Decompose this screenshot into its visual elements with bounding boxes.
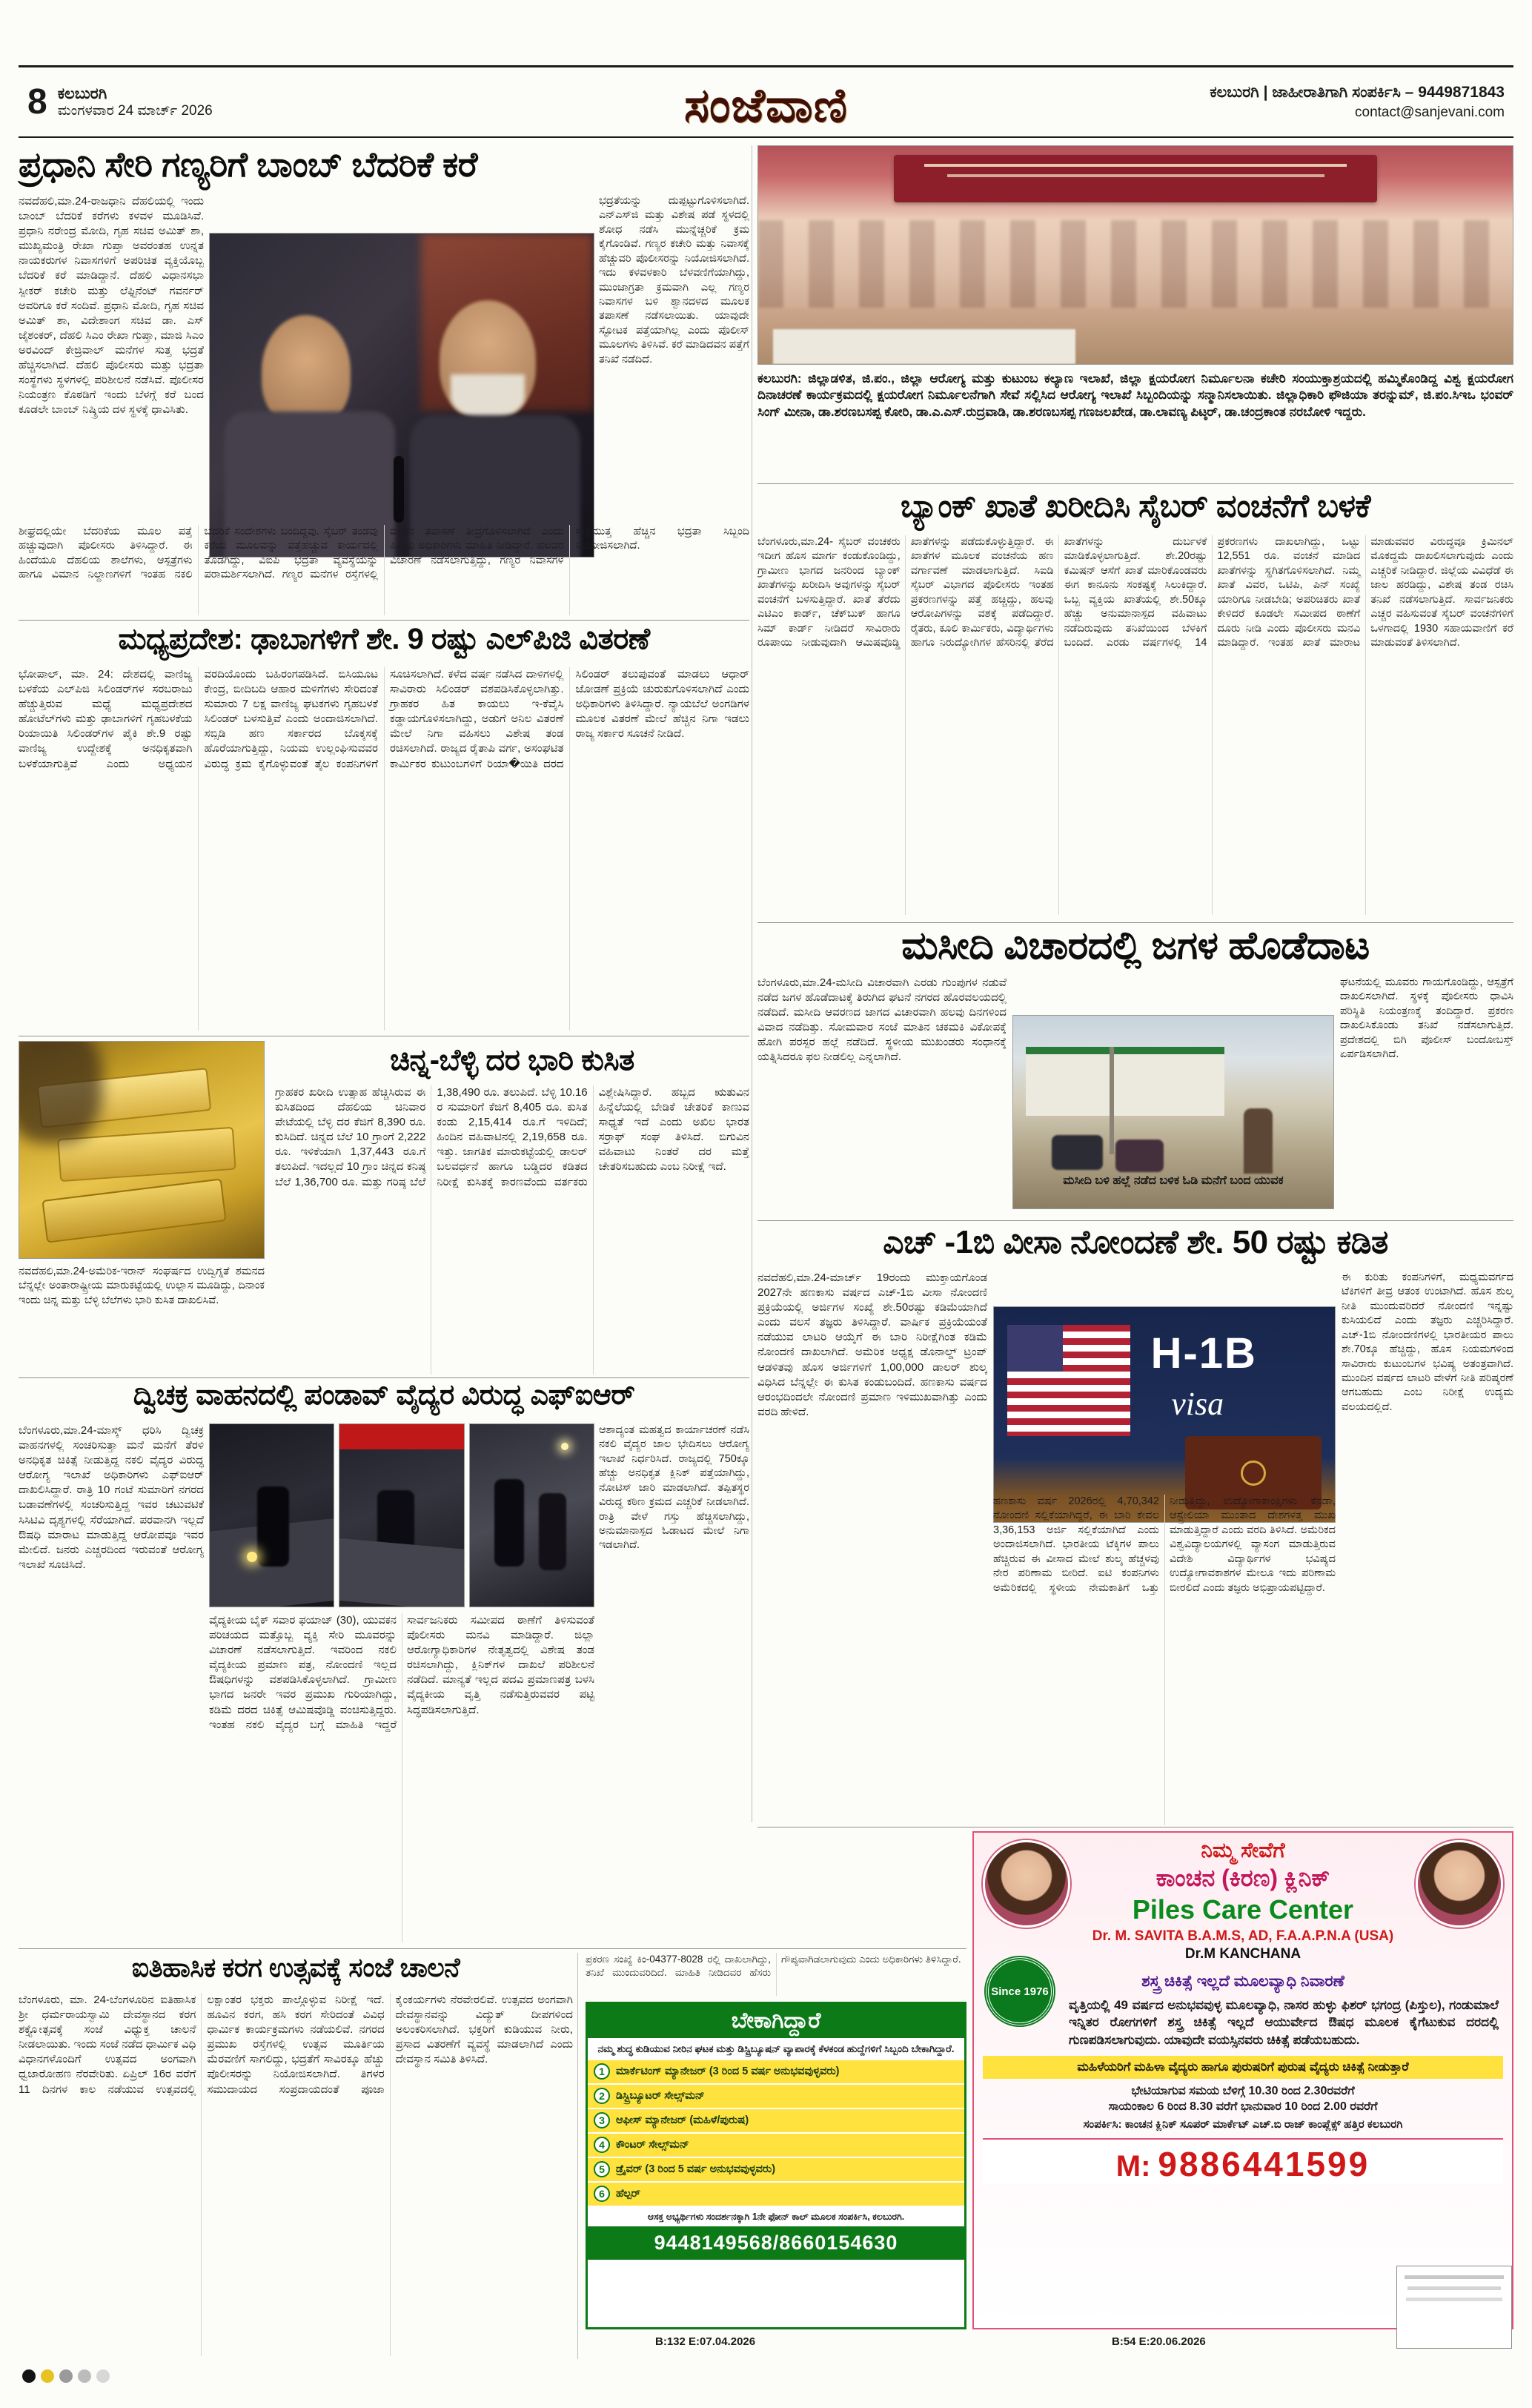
wanted-ad-phone-bar: 9448149568/8660154630 bbox=[588, 2226, 964, 2260]
cctv-photo-3 bbox=[469, 1423, 594, 1607]
karaga-body: ಬೆಂಗಳೂರು, ಮಾ. 24-ಬೆಂಗಳೂರಿನ ಐತಿಹಾಸಿಕ ಶ್ರೀ ಧರ್ಮರಾಯಸ್ವಾಮಿ ದೇವಸ್ಥಾನದ ಕರಗ ಶಕ್ತ್ಯೋತ್ಸವಕ್ಕೆ ಸಂಜೆ ವಿಧ್ಯುಕ್ತ ಚಾಲನೆ ನೀಡಲಾಯಿತು. ಇಂದು ಸಂಜೆ ನಡೆದ ಧಾರ್ಮಿಕ ವಿಧಿ ವಿಧಾನಗಳೊಂದಿಗೆ ಉತ್ಸವದ ಅಂಗವಾಗಿ ಧ್ವಜಾರೋಹಣ ನೆರವೇರಿತು. ಏಪ್ರಿಲ್ 16ರ ವರೆಗೆ 11 ದಿನಗಳ ಕಾಲ ನಡೆಯುವ ಉತ್ಸವದಲ್ಲಿ ಲಕ್ಷಾಂತರ ಭಕ್ತರು ಪಾಲ್ಗೊಳ್ಳುವ ನಿರೀಕ್ಷೆ ಇದೆ. ಹೂವಿನ ಕರಗ, ಹಸಿ ಕರಗ ಸೇರಿದಂತೆ ವಿವಿಧ ಧಾರ್ಮಿಕ ಕಾರ್ಯಕ್ರಮಗಳು ನಡೆಯಲಿವೆ. ನಗರದ ಪ್ರಮುಖ ರಸ್ತೆಗಳಲ್ಲಿ ಉತ್ಸವ ಮೂರ್ತಿಯ ಮೆರವಣಿಗೆ ಸಾಗಲಿದ್ದು, ಭದ್ರತೆಗೆ ಸಾವಿರಕ್ಕೂ ಹೆಚ್ಚು ಪೊಲೀಸರನ್ನು ನಿಯೋಜಿಸಲಾಗಿದೆ. ತಿಗಳರ ಸಮುದಾಯದ ಸಂಪ್ರದಾಯದಂತೆ ಪೂಜಾ ಕೈಂಕರ್ಯಗಳು ನೆರವೇರಲಿವೆ. ಉತ್ಸವದ ಅಂಗವಾಗಿ ದೇವಸ್ಥಾನವನ್ನು ವಿದ್ಯುತ್ ದೀಪಗಳಿಂದ ಅಲಂಕರಿಸಲಾಗಿದೆ. ಭಕ್ತರಿಗೆ ಕುಡಿಯುವ ನೀರು, ಪ್ರಸಾದ ವಿತರಣೆಗೆ ವ್ಯವಸ್ಥೆ ಮಾಡಲಾಗಿದೆ ಎಂದು ದೇವಸ್ಥಾನ ಸಮಿತಿ ತಿಳಿಸಿದೆ. bbox=[19, 1994, 573, 2096]
photo-figure-modi-beard bbox=[451, 374, 525, 419]
cctv-photo-1 bbox=[209, 1423, 334, 1607]
piles-ad-highlight: ಮಹಿಳೆಯರಿಗೆ ಮಹಿಳಾ ವೈದ್ಯರು ಹಾಗೂ ಪುರುಷರಿಗೆ ಪುರುಷ ವೈದ್ಯರು ಚಿಕಿತ್ಸೆ ನೀಡುತ್ತಾರೆ bbox=[983, 2056, 1503, 2079]
header-contact-line: ಕಲಬುರಗಿ | ಜಾಹೀರಾತಿಗಾಗಿ ಸಂಪರ್ಕಿಸಿ – 9449871843 bbox=[1210, 83, 1505, 101]
divider-right-1 bbox=[757, 483, 1513, 484]
headline-mp-lpg: ಮಧ್ಯಪ್ರದೇಶ: ಢಾಬಾಗಳಿಗೆ ಶೇ. 9 ರಷ್ಟು ಎಲ್‌ಪಿಜಿ ವಿತರಣೆ bbox=[118, 623, 650, 655]
divider-left-3 bbox=[19, 1377, 749, 1378]
h1b-photo-title: H-1B bbox=[1150, 1329, 1257, 1378]
cctv3-lamp bbox=[561, 1443, 568, 1450]
masthead: ಸಂಜೆವಾಣಿ bbox=[684, 79, 848, 132]
article-mp-lpg bbox=[19, 623, 749, 1033]
h1b-below-photo: ಹಣಕಾಸು ವರ್ಷ 2026ರಲ್ಲಿ 4,70,342 ನೋಂದಣಿ ಸಲ್ಲಿಕೆಯಾಗಿದ್ದರೆ, ಈ ಬಾರಿ ಕೇವಲ 3,36,153 ಅರ್ಜಿ ಸಲ್ಲಿಕೆಯಾಗಿದೆ ಎಂದು ಅಂದಾಜಿಸಲಾಗಿದೆ. ಭಾರತೀಯ ಟೆಕ್ಕಿಗಳ ಪಾಲು ಹೆಚ್ಚಿರುವ ಈ ವೀಸಾದ ಮೇಲೆ ಶುಲ್ಕ ಹೆಚ್ಚಳವು ನೇರ ಪರಿಣಾಮ ಬೀರಿದೆ. ಐಟಿ ಕಂಪನಿಗಳು ಅಮೆರಿಕದಲ್ಲಿ ಸ್ಥಳೀಯ ನೇಮಕಾತಿಗೆ ಒತ್ತು ನೀಡುತ್ತಿದ್ದು, ಉದ್ಯೋಗಾಕಾಂಕ್ಷಿಗಳು ಕೆನಡಾ, ಆಸ್ಟ್ರೇಲಿಯಾ ಮುಂತಾದ ದೇಶಗಳತ್ತ ಮುಖ ಮಾಡುತ್ತಿದ್ದಾರೆ ಎಂದು ವರದಿ ತಿಳಿಸಿದೆ. ಅಮೆರಿಕದ ವಿಶ್ವವಿದ್ಯಾಲಯಗಳಲ್ಲಿ ವ್ಯಾಸಂಗ ಮಾಡುತ್ತಿರುವ ವಿದೇಶಿ ವಿದ್ಯಾರ್ಥಿಗಳ ಭವಿಷ್ಯದ ಉದ್ಯೋಗಾವಕಾಶಗಳ ಮೇಲೂ ಇದು ಪರಿಣಾಮ ಬೀರಲಿದೆ ಎಂದು ತಜ್ಞರು ಅಭಿಪ್ರಾಯಪಟ್ಟಿದ್ದಾರೆ. bbox=[993, 1495, 1336, 1594]
bank-fraud-body: ಬೆಂಗಳೂರು,ಮಾ.24- ಸೈಬರ್ ವಂಚಕರು ಇದೀಗ ಹೊಸ ಮಾರ್ಗ ಕಂಡುಕೊಂಡಿದ್ದು, ಗ್ರಾಮೀಣ ಭಾಗದ ಜನರಿಂದ ಬ್ಯಾಂಕ್ ಖಾತೆಗಳನ್ನು ಖರೀದಿಸಿ ಅವುಗಳನ್ನು ಸೈಬರ್ ವಂಚನೆಗೆ ಬಳಸುತ್ತಿದ್ದಾರೆ. ಖಾತೆ ತೆರೆದು ಎಟಿಎಂ ಕಾರ್ಡ್, ಚೆಕ್‌ಬುಕ್ ಹಾಗೂ ಸಿಮ್ ಕಾರ್ಡ್ ನೀಡಿದರೆ ಸಾವಿರಾರು ರೂಪಾಯಿ ನೀಡುವುದಾಗಿ ಆಮಿಷವೊಡ್ಡಿ ಖಾತೆಗಳನ್ನು ಪಡೆದುಕೊಳ್ಳುತ್ತಿದ್ದಾರೆ. ಈ ಖಾತೆಗಳ ಮೂಲಕ ವಂಚನೆಯ ಹಣ ವರ್ಗಾವಣೆ ಮಾಡಲಾಗುತ್ತಿದೆ. ಸಿಐಡಿ ಸೈಬರ್ ವಿಭಾಗದ ಪೊಲೀಸರು ಇಂತಹ ಪ್ರಕರಣಗಳನ್ನು ಪತ್ತೆ ಹಚ್ಚಿದ್ದು, ಹಲವು ಆರೋಪಿಗಳನ್ನು ವಶಕ್ಕೆ ಪಡೆದಿದ್ದಾರೆ. ರೈತರು, ಕೂಲಿ ಕಾರ್ಮಿಕರು, ವಿದ್ಯಾರ್ಥಿಗಳು ಹಾಗೂ ನಿರುದ್ಯೋಗಿಗಳ ಹೆಸರಿನಲ್ಲಿ ತೆರೆದ ಖಾತೆಗಳನ್ನು ದುರ್ಬಳಕೆ ಮಾಡಿಕೊಳ್ಳಲಾಗುತ್ತಿದೆ. ಶೇ.20ರಷ್ಟು ಕಮಿಷನ್ ಆಸೆಗೆ ಖಾತೆ ಮಾರಿಕೊಂಡವರು ಈಗ ಕಾನೂನು ಸಂಕಷ್ಟಕ್ಕೆ ಸಿಲುಕಿದ್ದಾರೆ. ಒಬ್ಬ ವ್ಯಕ್ತಿಯ ಖಾತೆಯಲ್ಲಿ ಶೇ.50ಕ್ಕೂ ಹೆಚ್ಚು ಅನುಮಾನಾಸ್ಪದ ವಹಿವಾಟು ನಡೆದಿರುವುದು ತನಿಖೆಯಿಂದ ಬೆಳಕಿಗೆ ಬಂದಿದೆ. ಎರಡು ವರ್ಷಗಳಲ್ಲಿ 14 ಪ್ರಕರಣಗಳು ದಾಖಲಾಗಿದ್ದು, ಒಟ್ಟು 12,551 ರೂ. ವಂಚನೆ ಮಾಡಿದ ಖಾತೆಗಳನ್ನು ಸ್ಥಗಿತಗೊಳಿಸಲಾಗಿದೆ. ನಿಮ್ಮ ಖಾತೆ ವಿವರ, ಒಟಿಪಿ, ಪಿನ್ ಸಂಖ್ಯೆ ಯಾರಿಗೂ ನೀಡಬೇಡಿ; ಅಪರಿಚಿತರು ಖಾತೆ ಕೇಳಿದರೆ ಕೂಡಲೇ ಸಮೀಪದ ಠಾಣೆಗೆ ದೂರು ನೀಡಿ ಎಂದು ಪೊಲೀಸರು ಮನವಿ ಮಾಡಿದ್ದಾರೆ. ಇಂತಹ ಖಾತೆ ಮಾರಾಟ ಮಾಡುವವರ ವಿರುದ್ಧವೂ ಕ್ರಿಮಿನಲ್ ಮೊಕದ್ದಮೆ ದಾಖಲಿಸಲಾಗುವುದು ಎಂದು ಎಚ್ಚರಿಕೆ ನೀಡಿದ್ದಾರೆ. ಜಿಲ್ಲೆಯ ವಿವಿಧೆಡೆ ಈ ಜಾಲ ಹರಡಿದ್ದು, ವಿಶೇಷ ತಂಡ ರಚಿಸಿ ತನಿಖೆ ನಡೆಸಲಾಗುತ್ತಿದೆ. ಸಾರ್ವಜನಿಕರು ಎಚ್ಚರ ವಹಿಸುವಂತೆ ಸೈಬರ್ ವಂಚನೆಗಳಿಗೆ ಒಳಗಾದಲ್ಲಿ 1930 ಸಹಾಯವಾಣಿಗೆ ಕರೆ ಮಾಡುವಂತೆ ತಿಳಿಸಲಾಗಿದೆ. bbox=[757, 536, 1513, 649]
tb-day-photo-caption: ಕಲಬುರಗಿ: ಜಿಲ್ಲಾಡಳಿತ, ಜಿ.ಪಂ., ಜಿಲ್ಲಾ ಆರೋಗ್ಯ ಮತ್ತು ಕುಟುಂಬ ಕಲ್ಯಾಣ ಇಲಾಖೆ, ಜಿಲ್ಲಾ ಕ್ಷಯರೋಗ ನಿರ್ಮೂಲನಾ ಕಚೇರಿ ಸಂಯುಕ್ತಾಶ್ರಯದಲ್ಲಿ ಹಮ್ಮಿಕೊಂಡಿದ್ದ ವಿಶ್ವ ಕ್ಷಯರೋಗ ದಿನಾಚರಣೆ ಕಾರ್ಯಕ್ರಮದಲ್ಲಿ ಕ್ಷಯರೋಗ ನಿರ್ಮೂಲನೆಗಾಗಿ ಸೇವೆ ಸಲ್ಲಿಸಿದ ಆರೋಗ್ಯ ಇಲಾಖೆ ಸಿಬ್ಬಂದಿಯನ್ನು ಸನ್ಮಾನಿಸಲಾಯಿತು. ಜಿಲ್ಲಾಧಿಕಾರಿ ಫೌಜಿಯಾ ತರನ್ನುಮ್, ಜಿ.ಪಂ.ಸಿಇಒ ಭಂವರ್ ಸಿಂಗ್ ಮೀನಾ, ಡಾ.ಶರಣಬಸಪ್ಪ ಕೋರಿ, ಡಾ.ಎ.ಎಸ್.ರುದ್ರವಾಡಿ, ಡಾ.ಶರಣಬಸಪ್ಪ ಗಣಜಲಖೇಡ, ಡಾ.ಲಾವಣ್ಯ ಪಿಟ್ಠರ್, ಡಾ.ಚಂದ್ರಕಾಂತ ನರಬೋಳಿ ಇದ್ದರು. bbox=[757, 371, 1513, 419]
bomb-strip: ಶೀಘ್ರದಲ್ಲಿಯೇ ಬೆದರಿಕೆಯ ಮೂಲ ಪತ್ತೆ ಹಚ್ಚುವುದಾಗಿ ಪೊಲೀಸರು ತಿಳಿಸಿದ್ದಾರೆ. ಈ ಹಿಂದೆಯೂ ದೆಹಲಿಯ ಶಾಲೆಗಳು, ಆಸ್ಪತ್ರೆಗಳು ಹಾಗೂ ವಿಮಾನ ನಿಲ್ದಾಣಗಳಿಗೆ ಇಂತಹ ನಕಲಿ ಬೆದರಿಕೆ ಸಂದೇಶಗಳು ಬಂದಿದ್ದವು. ಸೈಬರ್ ತಂಡವು ಕರೆಯ ಮೂಲವನ್ನು ಪತ್ತೆಹಚ್ಚುವ ಕಾರ್ಯದಲ್ಲಿ ತೊಡಗಿದ್ದು, ವಿಐಪಿ ಭದ್ರತಾ ವ್ಯವಸ್ಥೆಯನ್ನು ಪರಾಮರ್ಶಿಸಲಾಗಿದೆ. ಗಣ್ಯರ ಮನೆಗಳ ರಸ್ತೆಗಳಲ್ಲಿ ವಾಹನ ತಪಾಸಣೆ ತೀವ್ರಗೊಳಿಸಲಾಗಿದೆ ಎಂದು ಹಿರಿಯ ಅಧಿಕಾರಿಗಳು ಮಾಹಿತಿ ನೀಡಿದ್ದಾರೆ. ಹಲವರ ವಿಚಾರಣೆ ನಡೆಸಲಾಗುತ್ತಿದ್ದು, ಗಣ್ಯರ ನಿವಾಸಗಳ ಸುತ್ತಮುತ್ತ ಹೆಚ್ಚಿನ ಭದ್ರತಾ ಸಿಬ್ಬಂದಿ ನಿಯೋಜಿಸಲಾಗಿದೆ. bbox=[19, 526, 749, 581]
stamp-line-2 bbox=[1407, 2286, 1501, 2290]
cctv-photo-strip bbox=[209, 1423, 594, 1607]
wanted-ad-row bbox=[588, 2060, 964, 2085]
h1b-visa-photo bbox=[993, 1306, 1336, 1523]
edition-date-stack bbox=[58, 85, 213, 119]
wanted-ad-row bbox=[588, 2158, 964, 2183]
row-label: ಡ್ರೈವರ್ (3 ರಿಂದ 5 ವರ್ಷ ಅನುಭವವುಳ್ಳವರು) bbox=[616, 2163, 776, 2176]
dot-black bbox=[22, 2369, 36, 2383]
h1b-col-left: ನವದೆಹಲಿ,ಮಾ.24-ಮಾರ್ಚ್ 19ರಂದು ಮುಕ್ತಾಯಗೊಂಡ 2027ನೇ ಹಣಕಾಸು ವರ್ಷದ ಎಚ್-1ಬಿ ವೀಸಾ ನೋಂದಣಿ ಪ್ರಕ್ರಿಯೆಯಲ್ಲಿ ಅರ್ಜಿಗಳ ಸಂಖ್ಯೆ ಶೇ.50ರಷ್ಟು ಕಡಿಮೆಯಾಗಿದೆ ಎಂದು ವಲಸೆ ತಜ್ಞರು ತಿಳಿಸಿದ್ದಾರೆ. ವಾರ್ಷಿಕ ಪ್ರಕ್ರಿಯೆಯಂತೆ ನಡೆಯುವ ಲಾಟರಿ ಆಯ್ಕೆಗೆ ಈ ಬಾರಿ ನಿರೀಕ್ಷೆಗಿಂತ ಕಡಿಮೆ ನೋಂದಣಿ ದಾಖಲಾಗಿದೆ. ಅಮೆರಿಕ ಅಧ್ಯಕ್ಷ ಡೊನಾಲ್ಡ್ ಟ್ರಂಪ್ ಆಡಳಿತವು ಹೊಸ ಅರ್ಜಿಗಳಿಗೆ 1,00,000 ಡಾಲರ್ ಶುಲ್ಕ ವಿಧಿಸಿದ ಬೆನ್ನಲ್ಲೇ ಈ ಕುಸಿತ ಕಂಡುಬಂದಿದೆ. ಹಣಕಾಸು ವರ್ಷದ ಆರಂಭದಿಂದಲೇ ನೋಂದಣಿ ಪ್ರಮಾಣ ಇಳಿಮುಖವಾಗಿತ್ತು ಎಂದು ವರದಿ ಹೇಳಿದೆ. bbox=[757, 1271, 987, 1418]
event-crowd-shade bbox=[758, 220, 1513, 308]
parked-scooter-2 bbox=[1115, 1140, 1164, 1172]
divider-left-4 bbox=[19, 1948, 966, 1949]
fir-col-left: ಬೆಂಗಳೂರು,ಮಾ.24-ಮಾಸ್ಕ್ ಧರಿಸಿ ದ್ವಿಚಕ್ರ ವಾಹನಗಳಲ್ಲಿ ಸಂಚರಿಸುತ್ತಾ ಮನೆ ಮನೆಗೆ ತೆರಳಿ ಅನಧಿಕೃತ ಚಿಕಿತ್ಸೆ ನೀಡುತ್ತಿದ್ದ ನಕಲಿ ವೈದ್ಯರ ವಿರುದ್ಧ ಆರೋಗ್ಯ ಇಲಾಖೆ ಅಧಿಕಾರಿಗಳು ಎಫ್‌ಐಆರ್ ದಾಖಲಿಸಿದ್ದಾರೆ. ರಾತ್ರಿ 10 ಗಂಟೆ ಸುಮಾರಿಗೆ ನಗರದ ಬಡಾವಣೆಗಳಲ್ಲಿ ಸಂಚರಿಸುತ್ತಿದ್ದ ಇವರ ಚಟುವಟಿಕೆ ಸಿಸಿಟಿವಿ ದೃಶ್ಯಗಳಲ್ಲಿ ಸೆರೆಯಾಗಿದೆ. ಪರವಾನಗಿ ಇಲ್ಲದೆ ಔಷಧಿ ಮಾರಾಟ ಮಾಡುತ್ತಿದ್ದ ಆರೋಪವೂ ಇವರ ಮೇಲಿದೆ. ಜನರು ಎಚ್ಚರದಿಂದ ಇರುವಂತೆ ಆರೋಗ್ಯ ಇಲಾಖೆ ಸೂಚಿಸಿದೆ. bbox=[19, 1424, 204, 1571]
karaga-ad-divider bbox=[577, 1953, 578, 2359]
doctor-photo-left bbox=[983, 1840, 1070, 1928]
cctv-photo-2 bbox=[339, 1423, 464, 1607]
piles-ad-body: ವೃತ್ತಿಯಲ್ಲಿ 49 ವರ್ಷದ ಅನುಭವವುಳ್ಳ ಮೂಲವ್ಯಾಧಿ, ನಾಸರ ಹುಳ್ಳು ಫಿಶರ್ ಭಗಂದ್ರ (ಪಿಸ್ತುಲ), ಗಂಡುಮಾಲೆ ಇನ್ನಿತರ ರೋಗಗಳಿಗೆ ಶಸ್ತ್ರ ಚಿಕಿತ್ಸೆ ಇಲ್ಲದೆ ಆಯುರ್ವೇದ ಔಷಧ ಮೂಲಕ ಕೈಗೆಟುಕುವ ದರದಲ್ಲಿ ಗುಣಪಡಿಸಲಾಗುವುದು. ಯಾವುದೇ ವಯಸ್ಸಿನವರು ಚಿಕಿತ್ಸೆ ಪಡೆಯಬಹುದು. bbox=[1069, 1998, 1499, 2047]
wanted-ad bbox=[586, 2002, 966, 2329]
row-number-badge: 6 bbox=[594, 2186, 610, 2202]
cctv3-rider-2 bbox=[539, 1493, 566, 1570]
stamp-line-3 bbox=[1406, 2298, 1502, 2301]
print-registration-dots bbox=[22, 2369, 115, 2386]
wanted-ad-row bbox=[588, 2085, 964, 2109]
headline-h1b-visa: ಎಚ್ -1ಬಿ ವೀಸಾ ನೋಂದಣೆ ಶೇ. 50 ರಷ್ಟು ಕಡಿತ bbox=[883, 1224, 1388, 1260]
event-table bbox=[773, 329, 1075, 364]
piles-ad-clinic-name: ಕಾಂಚನ (ಕಿರಣ) ಕ್ಲಿನಿಕ್ bbox=[1155, 1865, 1330, 1891]
wanted-ad-rows bbox=[588, 2060, 964, 2207]
cctv1-rider bbox=[257, 1486, 290, 1567]
piles-ad-phone-bar bbox=[983, 2138, 1503, 2184]
row-label: ಮಾರ್ಕೆಟಿಂಗ್ ಮ್ಯಾನೇಜರ್ (3 ರಿಂದ 5 ವರ್ಷ ಅನುಭವವುಳ್ಳವರು) bbox=[616, 2065, 840, 2078]
divider-right-3 bbox=[757, 1220, 1513, 1221]
headline-karaga: ಐತಿಹಾಸಿಕ ಕರಗ ಉತ್ಸವಕ್ಕೆ ಸಂಜೆ ಚಾಲನೆ bbox=[131, 1952, 460, 1982]
gold-bars-photo bbox=[19, 1041, 265, 1259]
row-label: ಕೌಂಟರ್ ಸೇಲ್ಸ್‌ಮನ್ bbox=[616, 2139, 689, 2151]
us-flag bbox=[1007, 1325, 1130, 1437]
page-number: 8 bbox=[27, 82, 47, 122]
cctv2-road bbox=[339, 1538, 464, 1607]
headline-bomb-threat: ಪ್ರಧಾನಿ ಸೇರಿ ಗಣ್ಯರಿಗೆ ಬಾಂಬ್ ಬೆದರಿಕೆ ಕರೆ bbox=[19, 145, 478, 184]
article-gold-silver bbox=[19, 1038, 749, 1377]
edition-block bbox=[27, 82, 213, 122]
headline-mosque-clash: ಮಸೀದಿ ವಿಚಾರದಲ್ಲಿ ಜಗಳ ಹೊಡೆದಾಟ bbox=[901, 924, 1370, 968]
modi-shah-photo bbox=[209, 233, 594, 558]
article-bank-fraud bbox=[757, 489, 1513, 919]
dot-yellow bbox=[41, 2369, 54, 2383]
mosque-building bbox=[1026, 1047, 1224, 1117]
header-contact-block bbox=[1210, 84, 1505, 121]
wanted-ad-row bbox=[588, 2134, 964, 2158]
piles-ad-footer-code: B:54 E:20.06.2026 bbox=[1112, 2335, 1206, 2348]
bomb-col-left: ನವದೆಹಲಿ,ಮಾ.24-ರಾಜಧಾನಿ ದೆಹಲಿಯಲ್ಲಿ ಇಂದು ಬಾಂಬ್ ಬೆದರಿಕೆ ಕರೆಗಳು ಕಳವಳ ಮೂಡಿಸಿವೆ. ಪ್ರಧಾನಿ ನರೇಂದ್ರ ಮೋದಿ, ಗೃಹ ಸಚಿವ ಅಮಿತ್ ಶಾ, ಮುಖ್ಯಮಂತ್ರಿ ರೇಖಾ ಗುಪ್ತಾ ಅವರಂತಹ ಉನ್ನತ ನಾಯಕರುಗಳ ನಿವಾಸಗಳಿಗೆ ಅಪರಿಚಿತ ವ್ಯಕ್ತಿಯೊಬ್ಬ ಬೆದರಿಕೆ ಕರೆ ಮಾಡಿದ್ದಾನೆ. ದೆಹಲಿ ವಿಧಾನಸಭಾ ಸ್ಪೀಕರ್ ಕಚೇರಿ ಮತ್ತು ಲೆಫ್ಟಿನೆಂಟ್ ಗವರ್ನರ್ ಅವರಿಗೂ ಕರೆ ಸಂದಿವೆ. ಪ್ರಧಾನಿ ಮೋದಿ, ಗೃಹ ಸಚಿವ ಅಮಿತ್ ಶಾ, ವಿದೇಶಾಂಗ ಸಚಿವ ಡಾ. ಎಸ್ ಜೈಶಂಕರ್, ದೆಹಲಿ ಸಿಎಂ ರೇಖಾ ಗುಪ್ತಾ, ಮಾಜಿ ಸಿಎಂ ಅರವಿಂದ್ ಕೇಜ್ರಿವಾಲ್ ಮನೆಗಳ ಸುತ್ತ ಭದ್ರತೆ ಹೆಚ್ಚಿಸಲಾಗಿದೆ. ದೆಹಲಿ ಪೊಲೀಸರು ಮತ್ತು ಭದ್ರತಾ ಸಂಸ್ಥೆಗಳು ಸ್ಥಳಗಳಲ್ಲಿ ಪರಿಶೀಲನೆ ನಡೆಸಿವೆ. ಪೊಲೀಸರ ನಿಯಂತ್ರಣ ಕೊಠಡಿಗೆ ಇಂದು ಬೆಳಗ್ಗೆ ಕರೆ ಬಂದ ಕೂಡಲೇ ಬಾಂಬ್ ನಿಷ್ಕ್ರಿಯ ದಳ ಸ್ಥಳಕ್ಕೆ ಧಾವಿಸಿತು. bbox=[19, 195, 204, 417]
event-banner bbox=[894, 155, 1377, 203]
row-number-badge: 3 bbox=[594, 2112, 610, 2128]
mosque-col-left: ಬೆಂಗಳೂರು,ಮಾ.24-ಮಸೀದಿ ವಿಚಾರವಾಗಿ ಎರಡು ಗುಂಪುಗಳ ನಡುವೆ ನಡೆದ ಜಗಳ ಹೊಡೆದಾಟಕ್ಕೆ ತಿರುಗಿದ ಘಟನೆ ನಗರದ ಹೊರವಲಯದಲ್ಲಿ ನಡೆದಿದೆ. ಮಸೀದಿ ಆವರಣದ ಜಾಗದ ವಿಚಾರವಾಗಿ ಹಲವು ದಿನಗಳಿಂದ ವಿವಾದ ನಡೆದಿತ್ತು. ಸೋಮವಾರ ಸಂಜೆ ಮಾತಿನ ಚಕಮಕಿ ವಿಕೋಪಕ್ಕೆ ಹೋಗಿ ಪರಸ್ಪರ ಹಲ್ಲೆ ನಡೆದಿದೆ. ಸ್ಥಳೀಯ ಮುಖಂಡರು ಸಂಧಾನಕ್ಕೆ ಯತ್ನಿಸಿದರೂ ಫಲ ನೀಡಲಿಲ್ಲ ಎನ್ನಲಾಗಿದೆ. bbox=[757, 976, 1007, 1064]
gold-silver-body: ಗ್ರಾಹಕರ ಖರೀದಿ ಉತ್ಸಾಹ ಹೆಚ್ಚಿಸಿರುವ ಈ ಕುಸಿತದಿಂದ ದೆಹಲಿಯ ಚಿನಿವಾರ ಪೇಟೆಯಲ್ಲಿ ಬೆಳ್ಳಿ ದರ ಕೆಜಿಗೆ 8,390 ರೂ. ಕುಸಿದಿದೆ. ಚಿನ್ನದ ಬೆಲೆ 10 ಗ್ರಾಂಗೆ 2,222 ರೂ. ಇಳಿಕೆಯಾಗಿ 1,37,443 ರೂ.ಗೆ ತಲುಪಿದೆ. ಇದಲ್ಲದೆ 10 ಗ್ರಾಂ ಚಿನ್ನದ ಕನಿಷ್ಠ ಬೆಲೆ 1,36,700 ರೂ. ಮತ್ತು ಗರಿಷ್ಠ ಬೆಲೆ 1,38,490 ರೂ. ತಲುಪಿದೆ. ಬೆಳ್ಳಿ 10.16 ರ ಸುಮಾರಿಗೆ ಕೆಜಿಗೆ 8,405 ರೂ. ಕುಸಿತ ಕಂಡು 2,15,414 ರೂ.ಗೆ ಇಳಿದಿದೆ; ಹಿಂದಿನ ವಹಿವಾಟಿನಲ್ಲಿ 2,19,658 ರೂ. ಇತ್ತು. ಜಾಗತಿಕ ಮಾರುಕಟ್ಟೆಯಲ್ಲಿ ಡಾಲರ್ ಬಲವರ್ಧನೆ ಹಾಗೂ ಬಡ್ಡಿದರ ಕಡಿತದ ನಿರೀಕ್ಷೆ ಕುಸಿತಕ್ಕೆ ಕಾರಣವೆಂದು ವರ್ತಕರು ವಿಶ್ಲೇಷಿಸಿದ್ದಾರೆ. ಹಬ್ಬದ ಋತುವಿನ ಹಿನ್ನೆಲೆಯಲ್ಲಿ ಬೇಡಿಕೆ ಚೇತರಿಕೆ ಕಾಣುವ ಸಾಧ್ಯತೆ ಇದೆ ಎಂದು ಅಖಿಲ ಭಾರತ ಸರ್ರಾಫ್ ಸಂಘ ತಿಳಿಸಿದೆ. ಬಿಗುವಿನ ವಹಿವಾಟು ನಿಂತರೆ ದರ ಮತ್ತೆ ಚೇತರಿಸಬಹುದು ಎಂಬ ನಿರೀಕ್ಷೆ ಇದೆ. bbox=[275, 1086, 749, 1188]
wanted-ad-row bbox=[588, 2109, 964, 2134]
dot-gray-2 bbox=[78, 2369, 91, 2383]
mp-lpg-body: ಭೋಪಾಲ್, ಮಾ. 24: ದೇಶದಲ್ಲಿ ವಾಣಿಜ್ಯ ಬಳಕೆಯ ಎಲ್‌ಪಿಜಿ ಸಿಲಿಂಡರ್‌ಗಳ ಸರಬರಾಜು ಹೆಚ್ಚುತ್ತಿರುವ ಮಧ್ಯೆ ಮಧ್ಯಪ್ರದೇಶದ ಹೋಟೆಲ್‌ಗಳು ಮತ್ತು ಢಾಬಾಗಳಿಗೆ ಗೃಹಬಳಕೆಯ ರಿಯಾಯಿತಿ ಸಿಲಿಂಡರ್‌ಗಳ ಪೈಕಿ ಶೇ.9 ರಷ್ಟು ವಾಣಿಜ್ಯ ಉದ್ದೇಶಕ್ಕೆ ಅನಧಿಕೃತವಾಗಿ ಬಳಕೆಯಾಗುತ್ತಿವೆ ಎಂದು ಅಧ್ಯಯನ ವರದಿಯೊಂದು ಬಹಿರಂಗಪಡಿಸಿದೆ. ಬಿಸಿಯೂಟ ಕೇಂದ್ರ, ಬೀದಿಬದಿ ಆಹಾರ ಮಳಿಗೆಗಳು ಸೇರಿದಂತೆ ಸುಮಾರು 7 ಲಕ್ಷ ವಾಣಿಜ್ಯ ಘಟಕಗಳು ಗೃಹಬಳಕೆ ಸಿಲಿಂಡರ್ ಬಳಸುತ್ತಿವೆ ಎಂದು ಅಂದಾಜಿಸಲಾಗಿದೆ. ಸಬ್ಸಿಡಿ ಹಣ ಸರ್ಕಾರದ ಬೊಕ್ಕಸಕ್ಕೆ ಹೊರೆಯಾಗುತ್ತಿದ್ದು, ನಿಯಮ ಉಲ್ಲಂಘಿಸುವವರ ವಿರುದ್ಧ ಕ್ರಮ ಕೈಗೊಳ್ಳುವಂತೆ ತೈಲ ಕಂಪನಿಗಳಿಗೆ ಸೂಚಿಸಲಾಗಿದೆ. ಕಳೆದ ವರ್ಷ ನಡೆಸಿದ ದಾಳಿಗಳಲ್ಲಿ ಸಾವಿರಾರು ಸಿಲಿಂಡರ್ ವಶಪಡಿಸಿಕೊಳ್ಳಲಾಗಿತ್ತು. ಗ್ರಾಹಕರ ಹಿತ ಕಾಯಲು ಇ-ಕೆವೈಸಿ ಕಡ್ಡಾಯಗೊಳಿಸಲಾಗಿದ್ದು, ಅಡುಗೆ ಅನಿಲ ವಿತರಣೆ ಮೇಲೆ ನಿಗಾ ವಹಿಸಲು ವಿಶೇಷ ತಂಡ ರಚಿಸಲಾಗಿದೆ. ರಾಜ್ಯದ ರೈತಾಪಿ ವರ್ಗ, ಅಸಂಘಟಿತ ಕಾರ್ಮಿಕರ ಕುಟುಂಬಗಳಿಗೆ ರಿಯಾ�ಯಿತಿ ದರದ ಸಿಲಿಂಡರ್ ತಲುಪುವಂತೆ ಮಾಡಲು ಆಧಾರ್ ಜೋಡಣೆ ಪ್ರಕ್ರಿಯೆ ಚುರುಕುಗೊಳಿಸಲಾಗಿದೆ ಎಂದು ಅಧಿಕಾರಿಗಳು ತಿಳಿಸಿದ್ದಾರೆ. ನ್ಯಾಯಬೆಲೆ ಅಂಗಡಿಗಳ ಮೂಲಕ ವಿತರಣೆ ಮೇಲೆ ಹೆಚ್ಚಿನ ನಿಗಾ ಇಡಲು ರಾಜ್ಯ ಸರ್ಕಾರ ಸೂಚನೆ ನೀಡಿದೆ. bbox=[19, 668, 749, 770]
article-karaga bbox=[19, 1953, 573, 2359]
cctv2-banner bbox=[339, 1424, 463, 1449]
gold-bar-3 bbox=[42, 1178, 226, 1243]
piles-ad-contact: ಸಂಪರ್ಕಿಸಿ: ಕಾಂಚನ ಕ್ಲಿನಿಕ್ ಸೂಪರ್ ಮಾರ್ಕೆಟ್ ಎಚ್.ಬಿ ರಾಜ್ ಕಾಂಪ್ಲೆಕ್ಸ್ ಹತ್ತಿರ ಕಲಬುರಗಿ bbox=[1083, 2118, 1403, 2131]
article-mosque-clash bbox=[757, 925, 1513, 1219]
parked-scooter-1 bbox=[1052, 1135, 1103, 1170]
edition-date: ಮಂಗಳವಾರ 24 ಮಾರ್ಚ್ 2026 bbox=[57, 102, 213, 119]
piles-ad-time1: ಭೇಟಿಯಾಗುವ ಸಮಯ ಬೆಳಿಗ್ಗೆ 10.30 ರಿಂದ 2.30ರವರೆಗೆ bbox=[1131, 2085, 1355, 2098]
photo-figure-shah bbox=[262, 315, 351, 426]
headline-gold-silver: ಚಿನ್ನ-ಬೆಳ್ಳಿ ದರ ಭಾರಿ ಕುಸಿತ bbox=[390, 1044, 634, 1076]
phone-number: 9886441599 bbox=[1158, 2145, 1370, 2184]
h1b-photo-subtitle: visa bbox=[1171, 1385, 1224, 1422]
mosque-col-right: ಘಟನೆಯಲ್ಲಿ ಮೂವರು ಗಾಯಗೊಂಡಿದ್ದು, ಆಸ್ಪತ್ರೆಗೆ ದಾಖಲಿಸಲಾಗಿದೆ. ಸ್ಥಳಕ್ಕೆ ಪೊಲೀಸರು ಧಾವಿಸಿ ಪರಿಸ್ಥಿತಿ ನಿಯಂತ್ರಣಕ್ಕೆ ತಂದಿದ್ದಾರೆ. ಪ್ರಕರಣ ದಾಖಲಿಸಿಕೊಂಡು ತನಿಖೆ ನಡೆಸಲಾಗುತ್ತಿದೆ. ಪ್ರದೇಶದಲ್ಲಿ ಬಿಗಿ ಪೊಲೀಸ್ ಬಂದೋಬಸ್ತ್ ಏರ್ಪಡಿಸಲಾಗಿದೆ. bbox=[1340, 976, 1513, 1061]
header-email: contact@sanjevani.com bbox=[1355, 104, 1505, 120]
since-1976-badge: Since 1976 bbox=[986, 1957, 1054, 2025]
row-label: ಡಿಸ್ಟ್ರಿಬ್ಯೂಟರ್ ಸೇಲ್ಸ್‌ಮನ್ bbox=[616, 2090, 705, 2103]
row-number-badge: 4 bbox=[594, 2137, 610, 2153]
dot-gray-1 bbox=[59, 2369, 73, 2383]
cctv3-rider-1 bbox=[494, 1479, 524, 1567]
wanted-ad-footer-code: B:132 E:07.04.2026 bbox=[655, 2335, 756, 2348]
doctor-photo-right bbox=[1416, 1840, 1503, 1928]
edition-label: ಕಲಬುರಗಿ bbox=[57, 85, 107, 102]
row-number-badge: 1 bbox=[594, 2063, 610, 2080]
hand-shadow bbox=[19, 1041, 102, 1143]
row-label: ಆಫೀಸ್ ಮ್ಯಾನೇಜರ್ (ಮಹಿಳೆ/ಪುರುಷ) bbox=[616, 2114, 749, 2127]
tb-day-event-photo bbox=[757, 145, 1513, 365]
divider-right-4 bbox=[757, 1827, 1513, 1828]
piles-ad-doctor2: Dr.M KANCHANA bbox=[1184, 1946, 1301, 1962]
ad-stamp-box bbox=[1396, 2266, 1512, 2349]
event-banner-text-lines bbox=[924, 164, 1347, 167]
fir-col-right: ಆಶಾದ್ಯಂತ ಮಹತ್ವದ ಕಾರ್ಯಾಚರಣೆ ನಡೆಸಿ ನಕಲಿ ವೈದ್ಯರ ಜಾಲ ಭೇದಿಸಲು ಆರೋಗ್ಯ ಇಲಾಖೆ ನಿರ್ಧರಿಸಿದೆ. ರಾಜ್ಯದಲ್ಲಿ 750ಕ್ಕೂ ಹೆಚ್ಚು ಅನಧಿಕೃತ ಕ್ಲಿನಿಕ್ ಪತ್ತೆಯಾಗಿದ್ದು, ನೋಟಿಸ್ ಜಾರಿ ಮಾಡಲಾಗಿದೆ. ತಪ್ಪಿತಸ್ಥರ ವಿರುದ್ಧ ಕಠಿಣ ಕ್ರಮದ ಎಚ್ಚರಿಕೆ ನೀಡಲಾಗಿದೆ. ರಾತ್ರಿ ವೇಳೆ ಗಸ್ತು ಹೆಚ್ಚಿಸಲಾಗಿದ್ದು, ಅನುಮಾನಾಸ್ಪದ ಓಡಾಟದ ಮೇಲೆ ನಿಗಾ ಇಡಲಾಗಿದೆ. bbox=[599, 1424, 749, 1552]
passport-emblem bbox=[1241, 1461, 1266, 1486]
bystander-figure bbox=[1244, 1108, 1273, 1174]
mosque-pillar bbox=[1110, 1047, 1114, 1155]
mosque-photo-caption: ಮಸೀದಿ ಬಳಿ ಹಲ್ಲೆ ನಡೆದ ಬಳಿಕ ಓಡಿ ಮನೆಗೆ ಬಂದ ಯುವಕ bbox=[1063, 1174, 1284, 1187]
row-label: ಹೆಲ್ಪರ್ bbox=[616, 2188, 641, 2200]
dot-gray-3 bbox=[96, 2369, 110, 2383]
article-h1b-visa bbox=[757, 1225, 1513, 1827]
wanted-ad-note: ಆಸಕ್ತ ಅಭ್ಯರ್ಥಿಗಳು ಸಂದರ್ಶನಕ್ಕಾಗಿ 1ನೇ ಫೋನ್ ಕಾಲ್ ಮೂಲಕ ಸಂಪರ್ಕಿಸಿ, ಕಲಬುರಗಿ. bbox=[647, 2211, 905, 2222]
piles-ad-time2: ಸಾಯಂಕಾಲ 6 ರಿಂದ 8.30 ವರೆಗೆ ಭಾನುವಾರ 10 ರಿಂದ 2.00 ರವರೆಗೆ bbox=[1108, 2100, 1378, 2114]
piles-ad-doctor1: Dr. M. SAVITA B.A.M.S, AD, F.A.A.P.N.A (USA) bbox=[1092, 1928, 1394, 1944]
page-header bbox=[19, 65, 1513, 138]
fir-continuation: ಪ್ರಕರಣ ಸಂಖ್ಯೆ ಕಿಂ-04377-8028 ರಲ್ಲಿ ದಾಖಲಾಗಿದ್ದು, ತನಿಖೆ ಮುಂದುವರಿದಿದೆ. ಮಾಹಿತಿ ನೀಡಿದವರ ಹೆಸರು ಗೌಪ್ಯವಾಗಿಡಲಾಗುವುದು ಎಂದು ಅಧಿಕಾರಿಗಳು ತಿಳಿಸಿದ್ದಾರೆ. bbox=[586, 1954, 961, 1979]
fir-mid-body: ವೈದ್ಯಕೀಯ ಬೈಕ್ ಸವಾರ ಫಯಾಜ್ (30), ಯುವಕನ ಪರಿಚಯದ ಮತ್ತೊಬ್ಬ ವ್ಯಕ್ತಿ ಸೇರಿ ಮೂವರನ್ನು ವಿಚಾರಣೆ ನಡೆಸಲಾಗುತ್ತಿದೆ. ಇವರಿಂದ ನಕಲಿ ವೈದ್ಯಕೀಯ ಪ್ರಮಾಣ ಪತ್ರ, ನೋಂದಣಿ ಇಲ್ಲದ ಔಷಧಿಗಳನ್ನು ವಶಪಡಿಸಿಕೊಳ್ಳಲಾಗಿದೆ. ಗ್ರಾಮೀಣ ಭಾಗದ ಜನರೇ ಇವರ ಪ್ರಮುಖ ಗುರಿಯಾಗಿದ್ದು, ಕಡಿಮೆ ದರದ ಚಿಕಿತ್ಸೆ ಆಮಿಷವೊಡ್ಡಿ ವಂಚಿಸುತ್ತಿದ್ದರು. ಇಂತಹ ನಕಲಿ ವೈದ್ಯರ ಬಗ್ಗೆ ಮಾಹಿತಿ ಇದ್ದರೆ ಸಾರ್ವಜನಿಕರು ಸಮೀಪದ ಠಾಣೆಗೆ ತಿಳಿಸುವಂತೆ ಪೊಲೀಸರು ಮನವಿ ಮಾಡಿದ್ದಾರೆ. ಜಿಲ್ಲಾ ಆರೋಗ್ಯಾಧಿಕಾರಿಗಳ ನೇತೃತ್ವದಲ್ಲಿ ವಿಶೇಷ ತಂಡ ರಚಿಸಲಾಗಿದ್ದು, ಕ್ಲಿನಿಕ್‌ಗಳ ದಾಖಲೆ ಪರಿಶೀಲನೆ ನಡೆದಿದೆ. ಮಾನ್ಯತೆ ಇಲ್ಲದ ಪದವಿ ಪ್ರಮಾಣಪತ್ರ ಬಳಸಿ ವೈದ್ಯಕೀಯ ವೃತ್ತಿ ನಡೆಸುತ್ತಿರುವವರ ಪಟ್ಟಿ ಸಿದ್ಧಪಡಿಸಲಾಗುತ್ತಿದೆ. bbox=[209, 1614, 594, 1731]
bomb-col-right: ಭದ್ರತೆಯನ್ನು ದುಪ್ಪಟ್ಟುಗೊಳಿಸಲಾಗಿದೆ. ಎನ್‌ಎಸ್‌ಜಿ ಮತ್ತು ವಿಶೇಷ ಪಡೆ ಸ್ಥಳದಲ್ಲಿ ಶೋಧ ನಡೆಸಿ ಮುನ್ನೆಚ್ಚರಿಕೆ ಕ್ರಮ ಕೈಗೊಂಡಿವೆ. ಗಣ್ಯರ ಕಚೇರಿ ಮತ್ತು ನಿವಾಸಕ್ಕೆ ಹೆಚ್ಚುವರಿ ಪೊಲೀಸರನ್ನು ನಿಯೋಜಿಸಲಾಗಿದೆ. ಇದು ಕಳವಳಕಾರಿ ಬೆಳವಣಿಗೆಯಾಗಿದ್ದು, ಮುಂಜಾಗ್ರತಾ ಕ್ರಮವಾಗಿ ಎಲ್ಲ ಗಣ್ಯರ ನಿವಾಸಗಳ ಬಳಿ ಶ್ವಾನದಳದ ಮೂಲಕ ತಪಾಸಣೆ ನಡೆಸಲಾಯಿತು. ಯಾವುದೇ ಸ್ಫೋಟಕ ಪತ್ತೆಯಾಗಿಲ್ಲ ಎಂದು ಪೊಲೀಸ್ ಮೂಲಗಳು ತಿಳಿಸಿವೆ. ಕರೆ ಮಾಡಿದವನ ಪತ್ತೆಗೆ ತನಿಖೆ ನಡೆದಿದೆ. bbox=[599, 195, 749, 366]
microphone-icon bbox=[394, 456, 404, 523]
article-bomb-threat bbox=[19, 145, 749, 617]
piles-ad bbox=[972, 1831, 1513, 2329]
wanted-ad-title-bar: ಬೇಕಾಗಿದ್ದಾರೆ bbox=[588, 2004, 964, 2038]
row-number-badge: 5 bbox=[594, 2161, 610, 2177]
h1b-col-right: ಈ ಕುರಿತು ಕಂಪನಿಗಳಿಗೆ, ಮಧ್ಯಮವರ್ಗದ ಟೆಕಿಗಳಿಗೆ ತೀವ್ರ ಆತಂಕ ಉಂಟಾಗಿದೆ. ಹೊಸ ಶುಲ್ಕ ನೀತಿ ಮುಂದುವರಿದರೆ ನೋಂದಣಿ ಇನ್ನಷ್ಟು ಕುಸಿಯಲಿದೆ ಎಂದು ತಜ್ಞರು ಎಚ್ಚರಿಸಿದ್ದಾರೆ. ಎಚ್-1ಬಿ ನೋಂದಣಿಗಳಲ್ಲಿ ಭಾರತೀಯರ ಪಾಲು ಶೇ.70ಕ್ಕೂ ಹೆಚ್ಚಿದ್ದು, ಹೊಸ ನಿಯಮಗಳಿಂದ ಸಾವಿರಾರು ಕುಟುಂಬಗಳ ಭವಿಷ್ಯ ಅತಂತ್ರವಾಗಿದೆ. ಮುಂದಿನ ವರ್ಷದ ಲಾಟರಿ ವೇಳೆಗೆ ನೀತಿ ಪರಿಷ್ಕರಣೆ ಆಗಬಹುದು ಎಂಬ ನಿರೀಕ್ಷೆ ಉದ್ಯಮ ವಲಯದಲ್ಲಿದೆ. bbox=[1342, 1271, 1513, 1413]
headline-fir-doctors: ದ್ವಿಚಕ್ರ ವಾಹನದಲ್ಲಿ ಪಂಡಾವ್ ವೈದ್ಯರ ವಿರುದ್ಧ ಎಫ್‌ಐಆರ್ bbox=[133, 1380, 635, 1411]
divider-right-2 bbox=[757, 922, 1513, 923]
divider-left-1 bbox=[19, 620, 749, 621]
piles-ad-service-line: ನಿಮ್ಮ ಸೇವೆಗೆ bbox=[1201, 1839, 1285, 1862]
piles-ad-center-name: Piles Care Center bbox=[1132, 1894, 1354, 1925]
event-banner-text-lines2 bbox=[947, 174, 1324, 177]
gold-under-photo-text: ನವದೆಹಲಿ,ಮಾ.24-ಅಮೆರಿಕ-ಇರಾನ್ ಸಂಘರ್ಷದ ಉದ್ವಿಗ್ನತೆ ಶಮನದ ಬೆನ್ನಲ್ಲೇ ಅಂತಾರಾಷ್ಟ್ರೀಯ ಮಾರುಕಟ್ಟೆಯಲ್ಲಿ ಉಲ್ಲಾಸ ಮೂಡಿದ್ದು, ದಿನಾಂಕ ಇಂದು ಚಿನ್ನ ಮತ್ತು ಬೆಳ್ಳಿ ಬೆಲೆಗಳು ಭಾರಿ ಕುಸಿತ ದಾಖಲಿಸಿವೆ. bbox=[19, 1266, 265, 1306]
phone-label: M: bbox=[1115, 2150, 1151, 2183]
headline-bank-fraud: ಬ್ಯಾಂಕ್ ಖಾತೆ ಖರೀದಿಸಿ ಸೈಬರ್ ವಂಚನೆಗೆ ಬಳಕೆ bbox=[900, 489, 1371, 524]
wanted-ad-intro: ನಮ್ಮ ಶುದ್ಧ ಕುಡಿಯುವ ನೀರಿನ ಘಟಕ ಮತ್ತು ಡಿಸ್ಟ್ರಿಬ್ಯೂಷನ್ ವ್ಯಾಪಾರಕ್ಕೆ ಕೆಳಕಂಡ ಹುದ್ದೆಗಳಿಗೆ ಸಿಬ್ಬಂದಿ ಬೇಕಾಗಿದ್ದಾರೆ. bbox=[597, 2043, 955, 2054]
us-flag-canton bbox=[1007, 1325, 1063, 1372]
piles-ad-tagline: ಶಸ್ತ್ರ ಚಿಕಿತ್ಸೆ ಇಲ್ಲದೆ ಮೂಲವ್ಯಾಧಿ ನಿವಾರಣೆ bbox=[1141, 1973, 1344, 1990]
wanted-ad-row bbox=[588, 2183, 964, 2207]
article-fir-doctors bbox=[19, 1380, 749, 1945]
row-number-badge: 2 bbox=[594, 2088, 610, 2104]
stamp-line-1 bbox=[1405, 2275, 1504, 2279]
